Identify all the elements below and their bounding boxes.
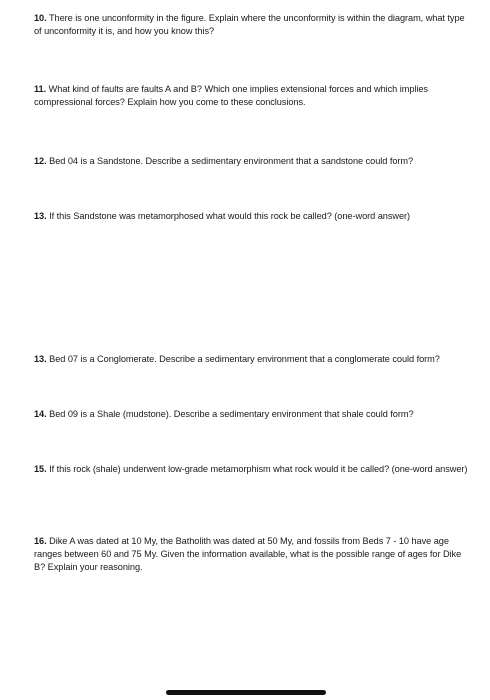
home-indicator-bar[interactable] xyxy=(166,690,326,695)
question-number: 15. xyxy=(34,464,47,474)
question-number: 10. xyxy=(34,13,47,23)
question-13-conglomerate xyxy=(34,353,474,366)
question-text: If this Sandstone was metamorphosed what would this rock be called? (one-word answer) xyxy=(49,211,411,221)
question-number: 13. xyxy=(34,211,47,221)
question-text: Dike A was dated at 10 My, the Batholith was dated at 50 My, and fossils from Beds 7 - 10 have age ranges between 60 and 75 My. Given the information available, what is the possible range of ages for Dike B? Explain your reasoning. xyxy=(34,536,462,572)
question-text: What kind of faults are faults A and B? Which one implies extensional forces and which implies compressional forces? Explain how you come to these conclusions. xyxy=(34,84,428,107)
question-13-sandstone xyxy=(34,210,474,223)
question-number: 16. xyxy=(34,536,47,546)
question-number: 14. xyxy=(34,409,47,419)
question-15 xyxy=(34,463,474,476)
question-10 xyxy=(34,12,474,38)
question-16 xyxy=(34,535,474,574)
question-11 xyxy=(34,83,474,109)
question-12 xyxy=(34,155,474,168)
question-number: 12. xyxy=(34,156,47,166)
question-14 xyxy=(34,408,474,421)
question-text: Bed 07 is a Conglomerate. Describe a sedimentary environment that a conglomerate could form? xyxy=(49,354,440,364)
question-number: 13. xyxy=(34,354,47,364)
question-text: There is one unconformity in the figure. Explain where the unconformity is within the diagram, what type of unconformity it is, and how you know this? xyxy=(34,13,465,36)
question-text: Bed 04 is a Sandstone. Describe a sedimentary environment that a sandstone could form? xyxy=(49,156,414,166)
question-text: Bed 09 is a Shale (mudstone). Describe a sedimentary environment that shale could form? xyxy=(49,409,414,419)
question-number: 11. xyxy=(34,84,47,94)
question-text: If this rock (shale) underwent low-grade metamorphism what rock would it be called? (one-word answer) xyxy=(49,464,468,474)
